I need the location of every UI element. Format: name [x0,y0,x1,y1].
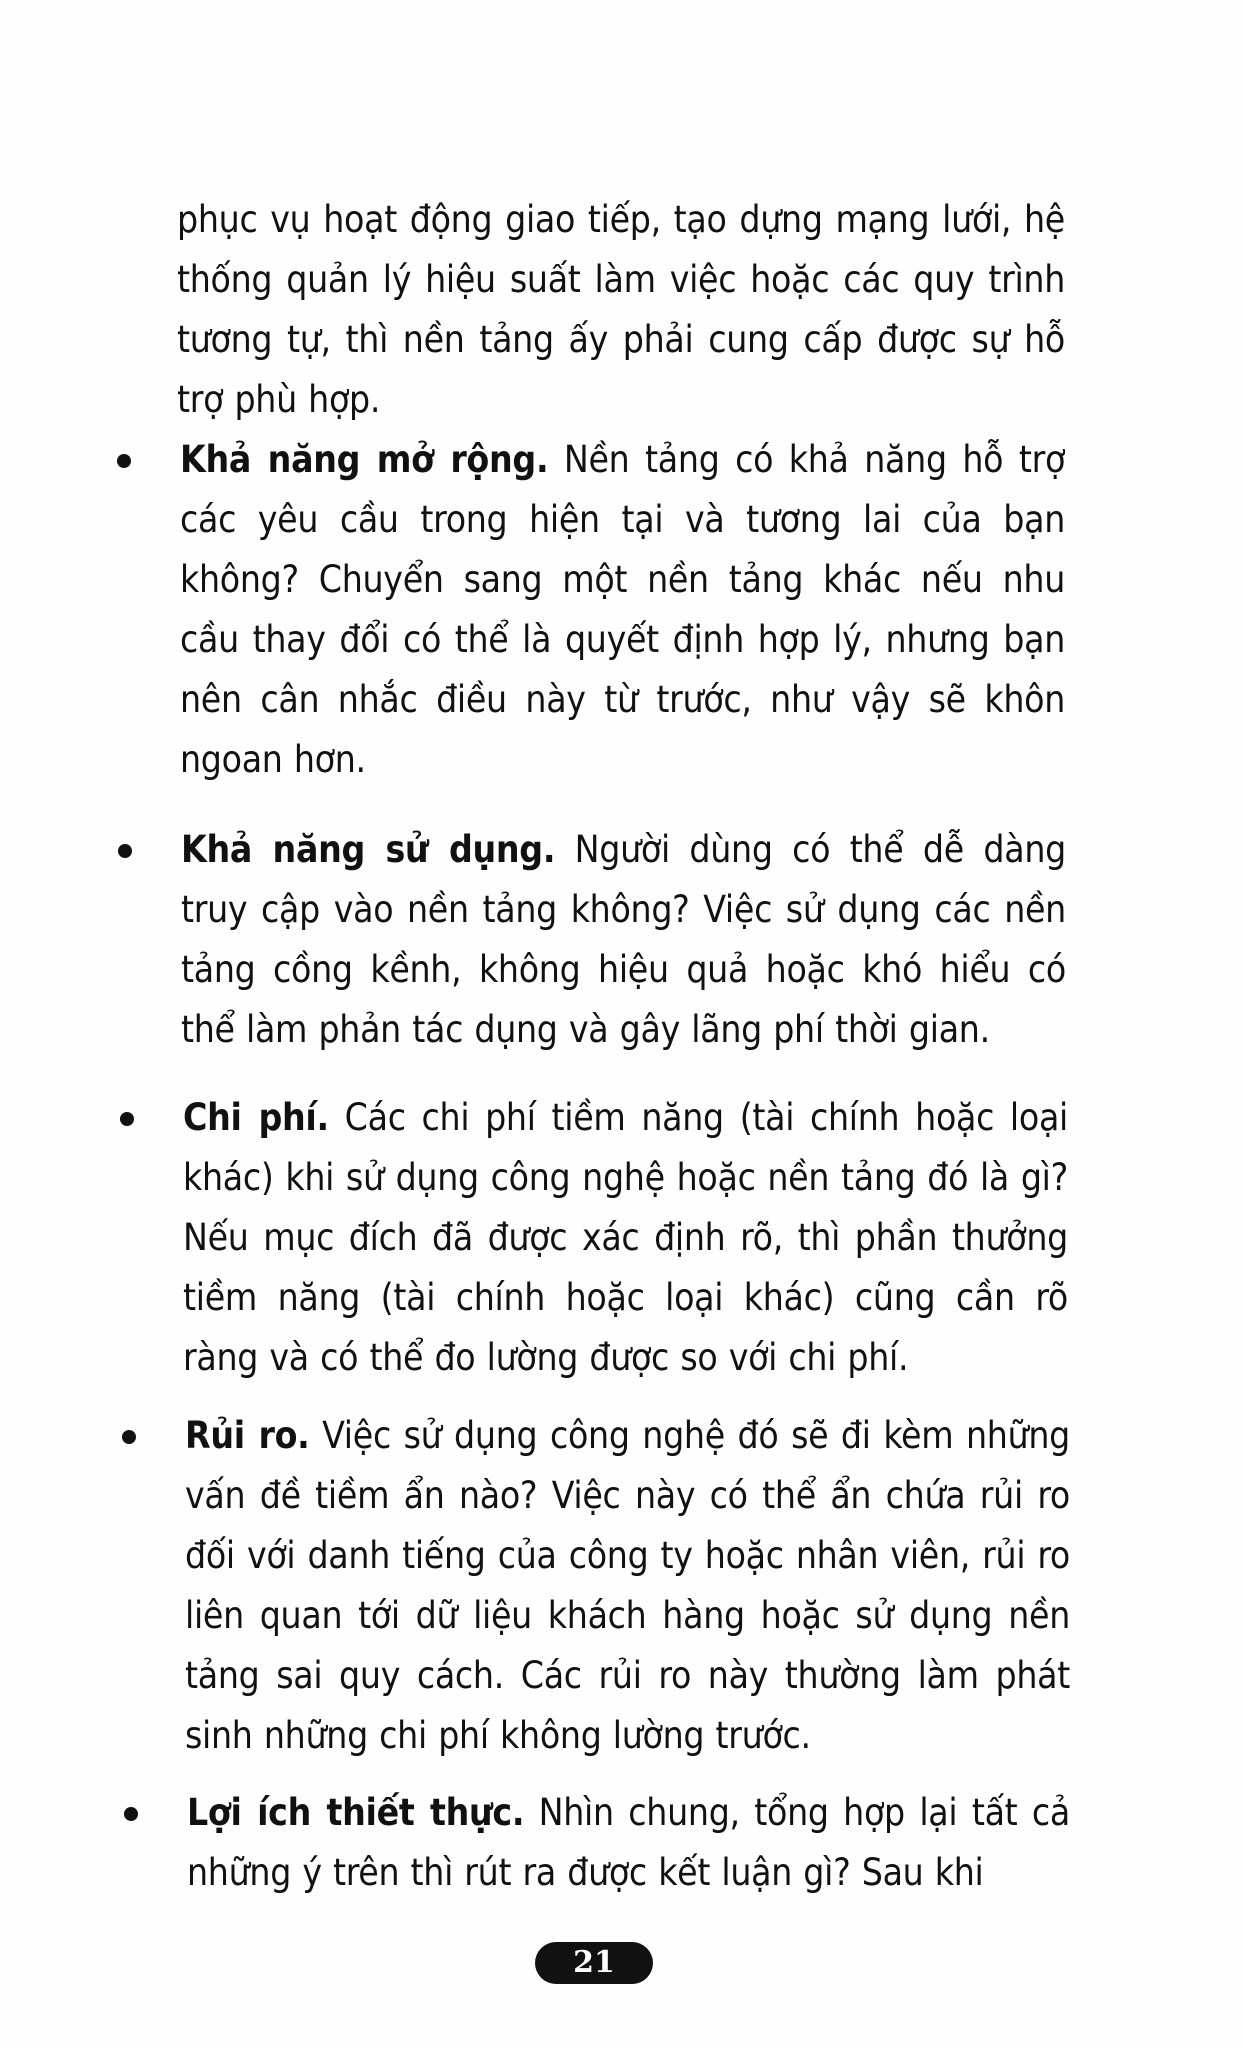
bullet-item-scalability [117,430,1067,790]
bullet-body [187,1783,1070,1903]
bullet-text: Nhìn chung, tổng hợp lại tất cả những ý trên thì rút ra được kết luận gì? Sau khi [187,1791,1070,1894]
bullet-body [180,430,1065,790]
bullet-item-risk [122,1406,1072,1766]
bullet-title: Rủi ro. [185,1414,310,1457]
page-number-badge: 21 [535,1942,653,1984]
bullet-body [183,1088,1068,1388]
bullet-text: Nền tảng có khả năng hỗ trợ các yêu cầu trong hiện tại và tương lai của bạn không? Chuyển sang một nền tảng khác nếu nhu cầu thay đổi có thể là quyết định hợp lý, nhưng bạn nên cân nhắc điều này từ trước, như vậy sẽ khôn ngoan hơn. [180,438,1066,781]
bullet-title: Chi phí. [183,1096,329,1139]
bullet-dot-icon [124,1807,138,1821]
bullet-title: Lợi ích thiết thực. [187,1791,525,1834]
bullet-dot-icon [118,844,132,858]
bullet-text: Các chi phí tiềm năng (tài chính hoặc loại khác) khi sử dụng công nghệ hoặc nền tảng đó là gì? Nếu mục đích đã được xác định rõ, thì phần thưởng tiềm năng (tài chính hoặc loại khác) cũng cần rõ ràng và có thể đo lường được so với chi phí. [183,1096,1068,1379]
bullet-text: Việc sử dụng công nghệ đó sẽ đi kèm những vấn đề tiềm ẩn nào? Việc này có thể ẩn chứa rủi ro đối với danh tiếng của công ty hoặc nhân viên, rủi ro liên quan tới dữ liệu khách hàng hoặc sử dụng nền tảng sai quy cách. Các rủi ro này thường làm phát sinh những chi phí không lường trước. [185,1414,1070,1757]
bullet-item-practical-benefits [124,1783,1074,1903]
bullet-text: Người dùng có thể dễ dàng truy cập vào nền tảng không? Việc sử dụng các nền tảng cồng kềnh, không hiệu quả hoặc khó hiểu có thể làm phản tác dụng và gây lãng phí thời gian. [181,828,1066,1051]
bullet-item-cost [120,1088,1070,1388]
bullet-dot-icon [117,454,131,468]
bullet-body [181,820,1066,1060]
bullet-title: Khả năng sử dụng. [181,828,556,871]
intro-paragraph: phục vụ hoạt động giao tiếp, tạo dựng mạng lưới, hệ thống quản lý hiệu suất làm việc hoặc các quy trình tương tự, thì nền tảng ấy phải cung cấp được sự hỗ trợ phù hợp. [177,198,1065,421]
bullet-dot-icon [120,1112,134,1126]
bullet-dot-icon [122,1430,136,1444]
bullet-item-usability [118,820,1068,1060]
bullet-body [185,1406,1070,1766]
bullet-title: Khả năng mở rộng. [180,438,549,481]
